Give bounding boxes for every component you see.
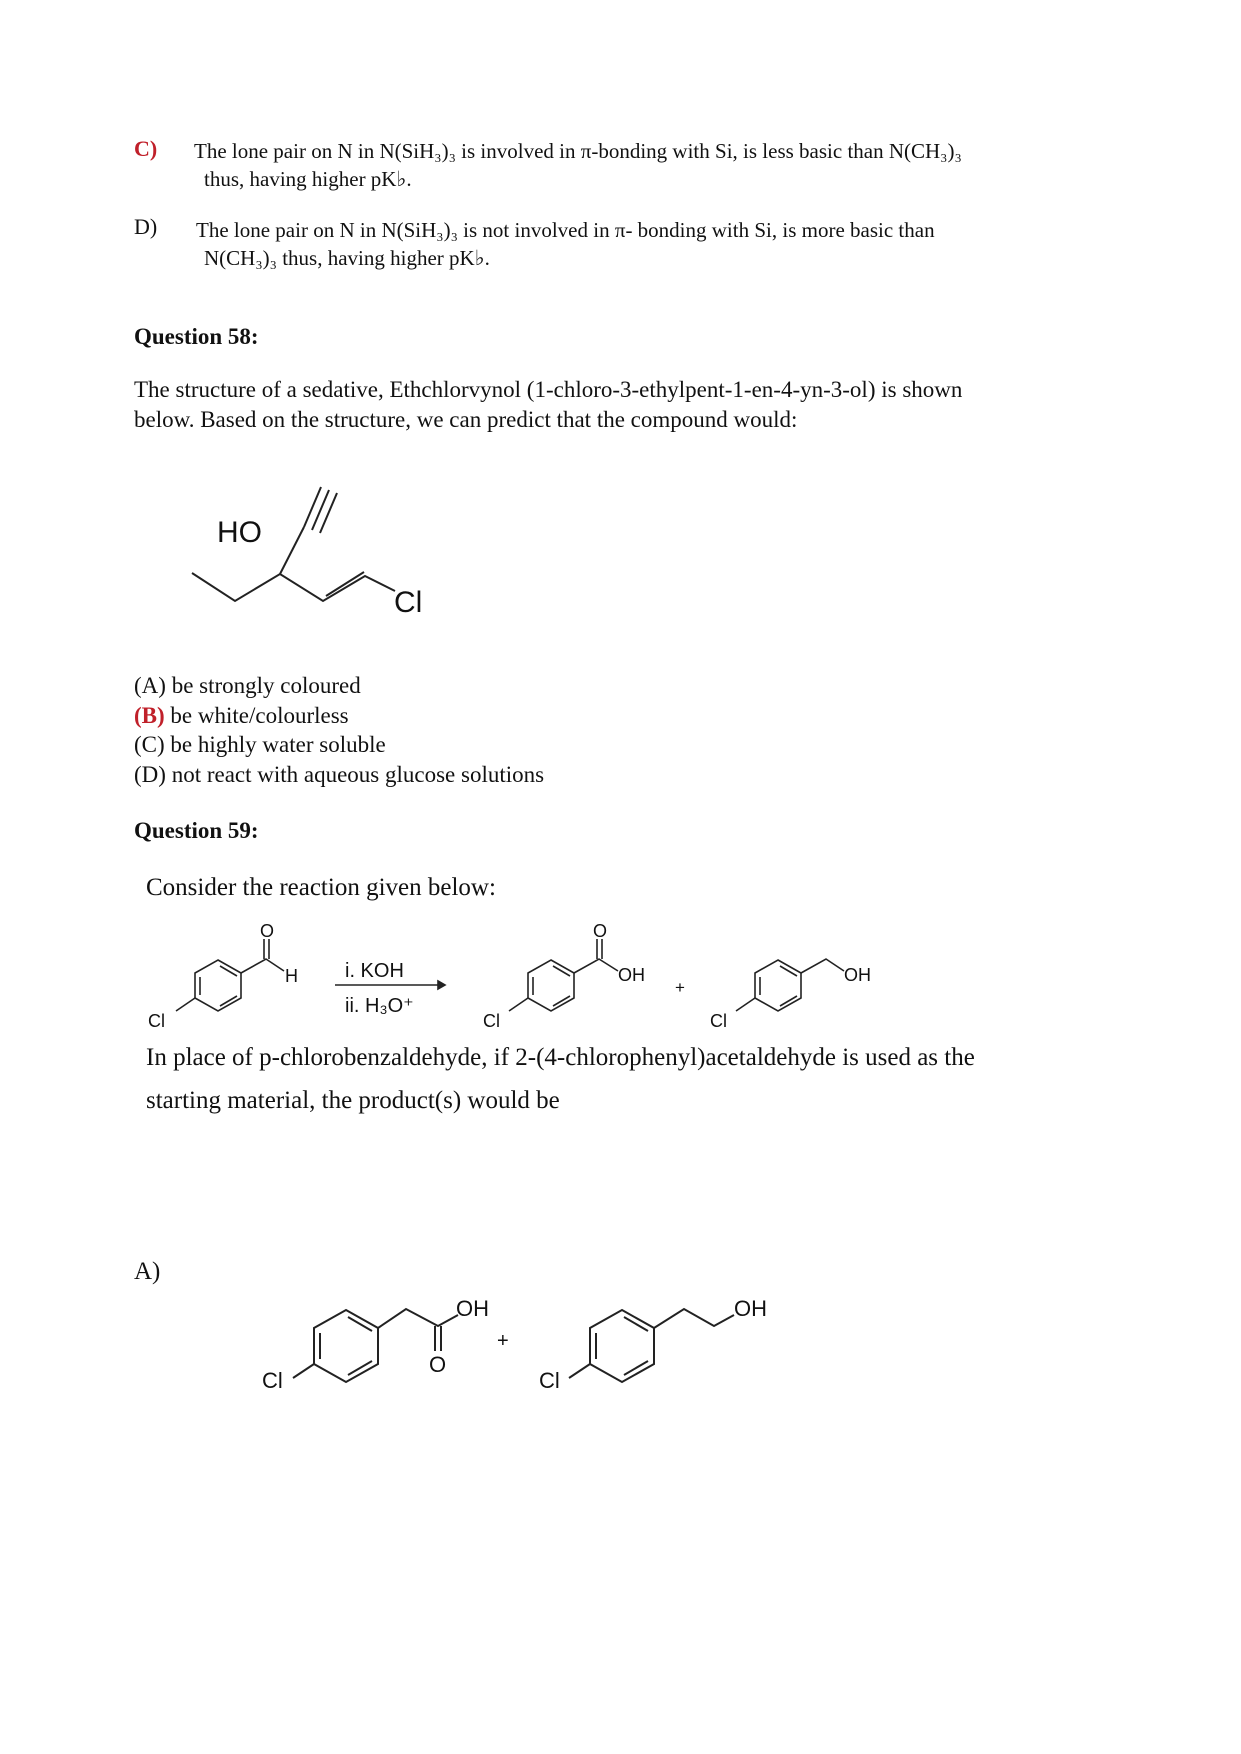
ethchlorvynol-structure — [180, 470, 480, 630]
alkyne-bond-2 — [312, 490, 329, 530]
alkyne-bond-1 — [304, 487, 321, 527]
answer-alcohol-oh-label: OH — [734, 1296, 767, 1321]
question-58-text-line2: below. Based on the structure, we can predict that the compound would: — [134, 407, 798, 432]
choice-a-label: (A) — [134, 673, 166, 698]
option-c-line1: The lone pair on N in N(SiH₃)₃ is involved in π-bonding with Si, is less basic than N(CH₃)₃ — [194, 139, 962, 163]
question-58-text-line1: The structure of a sedative, Ethchlorvynol (1-chloro-3-ethylpent-1-en-4-yn-3-ol) is shown — [134, 377, 963, 402]
choice-c-label: (C) — [134, 732, 165, 757]
alcohol-benzene-ring — [590, 1310, 654, 1382]
choice-c[interactable] — [134, 728, 386, 761]
answer-a-structures — [250, 1280, 810, 1400]
choice-b-text: be white/colourless — [164, 703, 349, 728]
ho-label: HO — [217, 516, 262, 549]
product-cl-label: Cl — [483, 1011, 500, 1031]
alkyne-bond-3 — [320, 493, 337, 533]
acid-benzene-ring — [314, 1310, 378, 1382]
choice-b-label: (B) — [134, 703, 165, 728]
answer-plus-sign: + — [497, 1330, 509, 1352]
hydroxyl-bond — [280, 527, 304, 574]
reagent-2: ii. H₃O⁺ — [345, 995, 414, 1017]
choice-d-label: (D) — [134, 762, 166, 787]
question-59-text-line2: starting material, the product(s) would be — [146, 1087, 560, 1114]
reaction-scheme — [140, 915, 900, 1040]
choice-d-text: not react with aqueous glucose solutions — [165, 762, 545, 787]
reactant-benzene-ring — [195, 960, 241, 1011]
product-alcohol-benzene-ring — [755, 960, 801, 1011]
answer-acid-o-label: O — [429, 1352, 447, 1377]
answer-a-label: A) — [134, 1258, 161, 1285]
question-59-text-line1: In place of p-chlorobenzaldehyde, if 2-(4-chlorophenyl)acetaldehyde is used as the — [146, 1044, 975, 1071]
question-59-intro: Consider the reaction given below: — [146, 874, 496, 901]
answer-acid-oh-label: OH — [456, 1296, 489, 1321]
alcohol-cl-label: Cl — [710, 1011, 727, 1031]
choice-a[interactable] — [134, 669, 361, 702]
reactant-o-label: O — [260, 921, 275, 941]
double-bond-line — [326, 572, 364, 596]
alcohol-oh-label: OH — [844, 965, 871, 985]
reactant-cl-label: Cl — [148, 1011, 165, 1031]
answer-alcohol-cl-label: Cl — [539, 1368, 560, 1393]
main-chain-bond — [192, 573, 395, 601]
choice-c-text: be highly water soluble — [164, 732, 386, 757]
product-o-label: O — [593, 921, 608, 941]
answer-acid-cl-label: Cl — [262, 1368, 283, 1393]
option-d-line1: The lone pair on N in N(SiH₃)₃ is not involved in π- bonding with Si, is more basic than — [196, 218, 935, 242]
question-58-heading: Question 58: — [134, 324, 259, 349]
cl-label: Cl — [394, 586, 423, 619]
question-59-heading: Question 59: — [134, 818, 259, 843]
choice-a-text: be strongly coloured — [165, 673, 361, 698]
plus-sign: + — [675, 978, 685, 997]
product-oh-label: OH — [618, 965, 645, 985]
reactant-h-label: H — [285, 966, 298, 986]
option-c-line2: thus, having higher pK♭. — [204, 167, 412, 191]
option-d-line2: N(CH₃)₃ thus, having higher pK♭. — [204, 246, 490, 270]
option-c-label: C) — [134, 136, 158, 161]
option-d-label: D) — [134, 214, 158, 239]
reagent-1: i. KOH — [345, 960, 404, 982]
choice-d[interactable] — [134, 758, 544, 791]
product-acid-benzene-ring — [528, 960, 574, 1011]
